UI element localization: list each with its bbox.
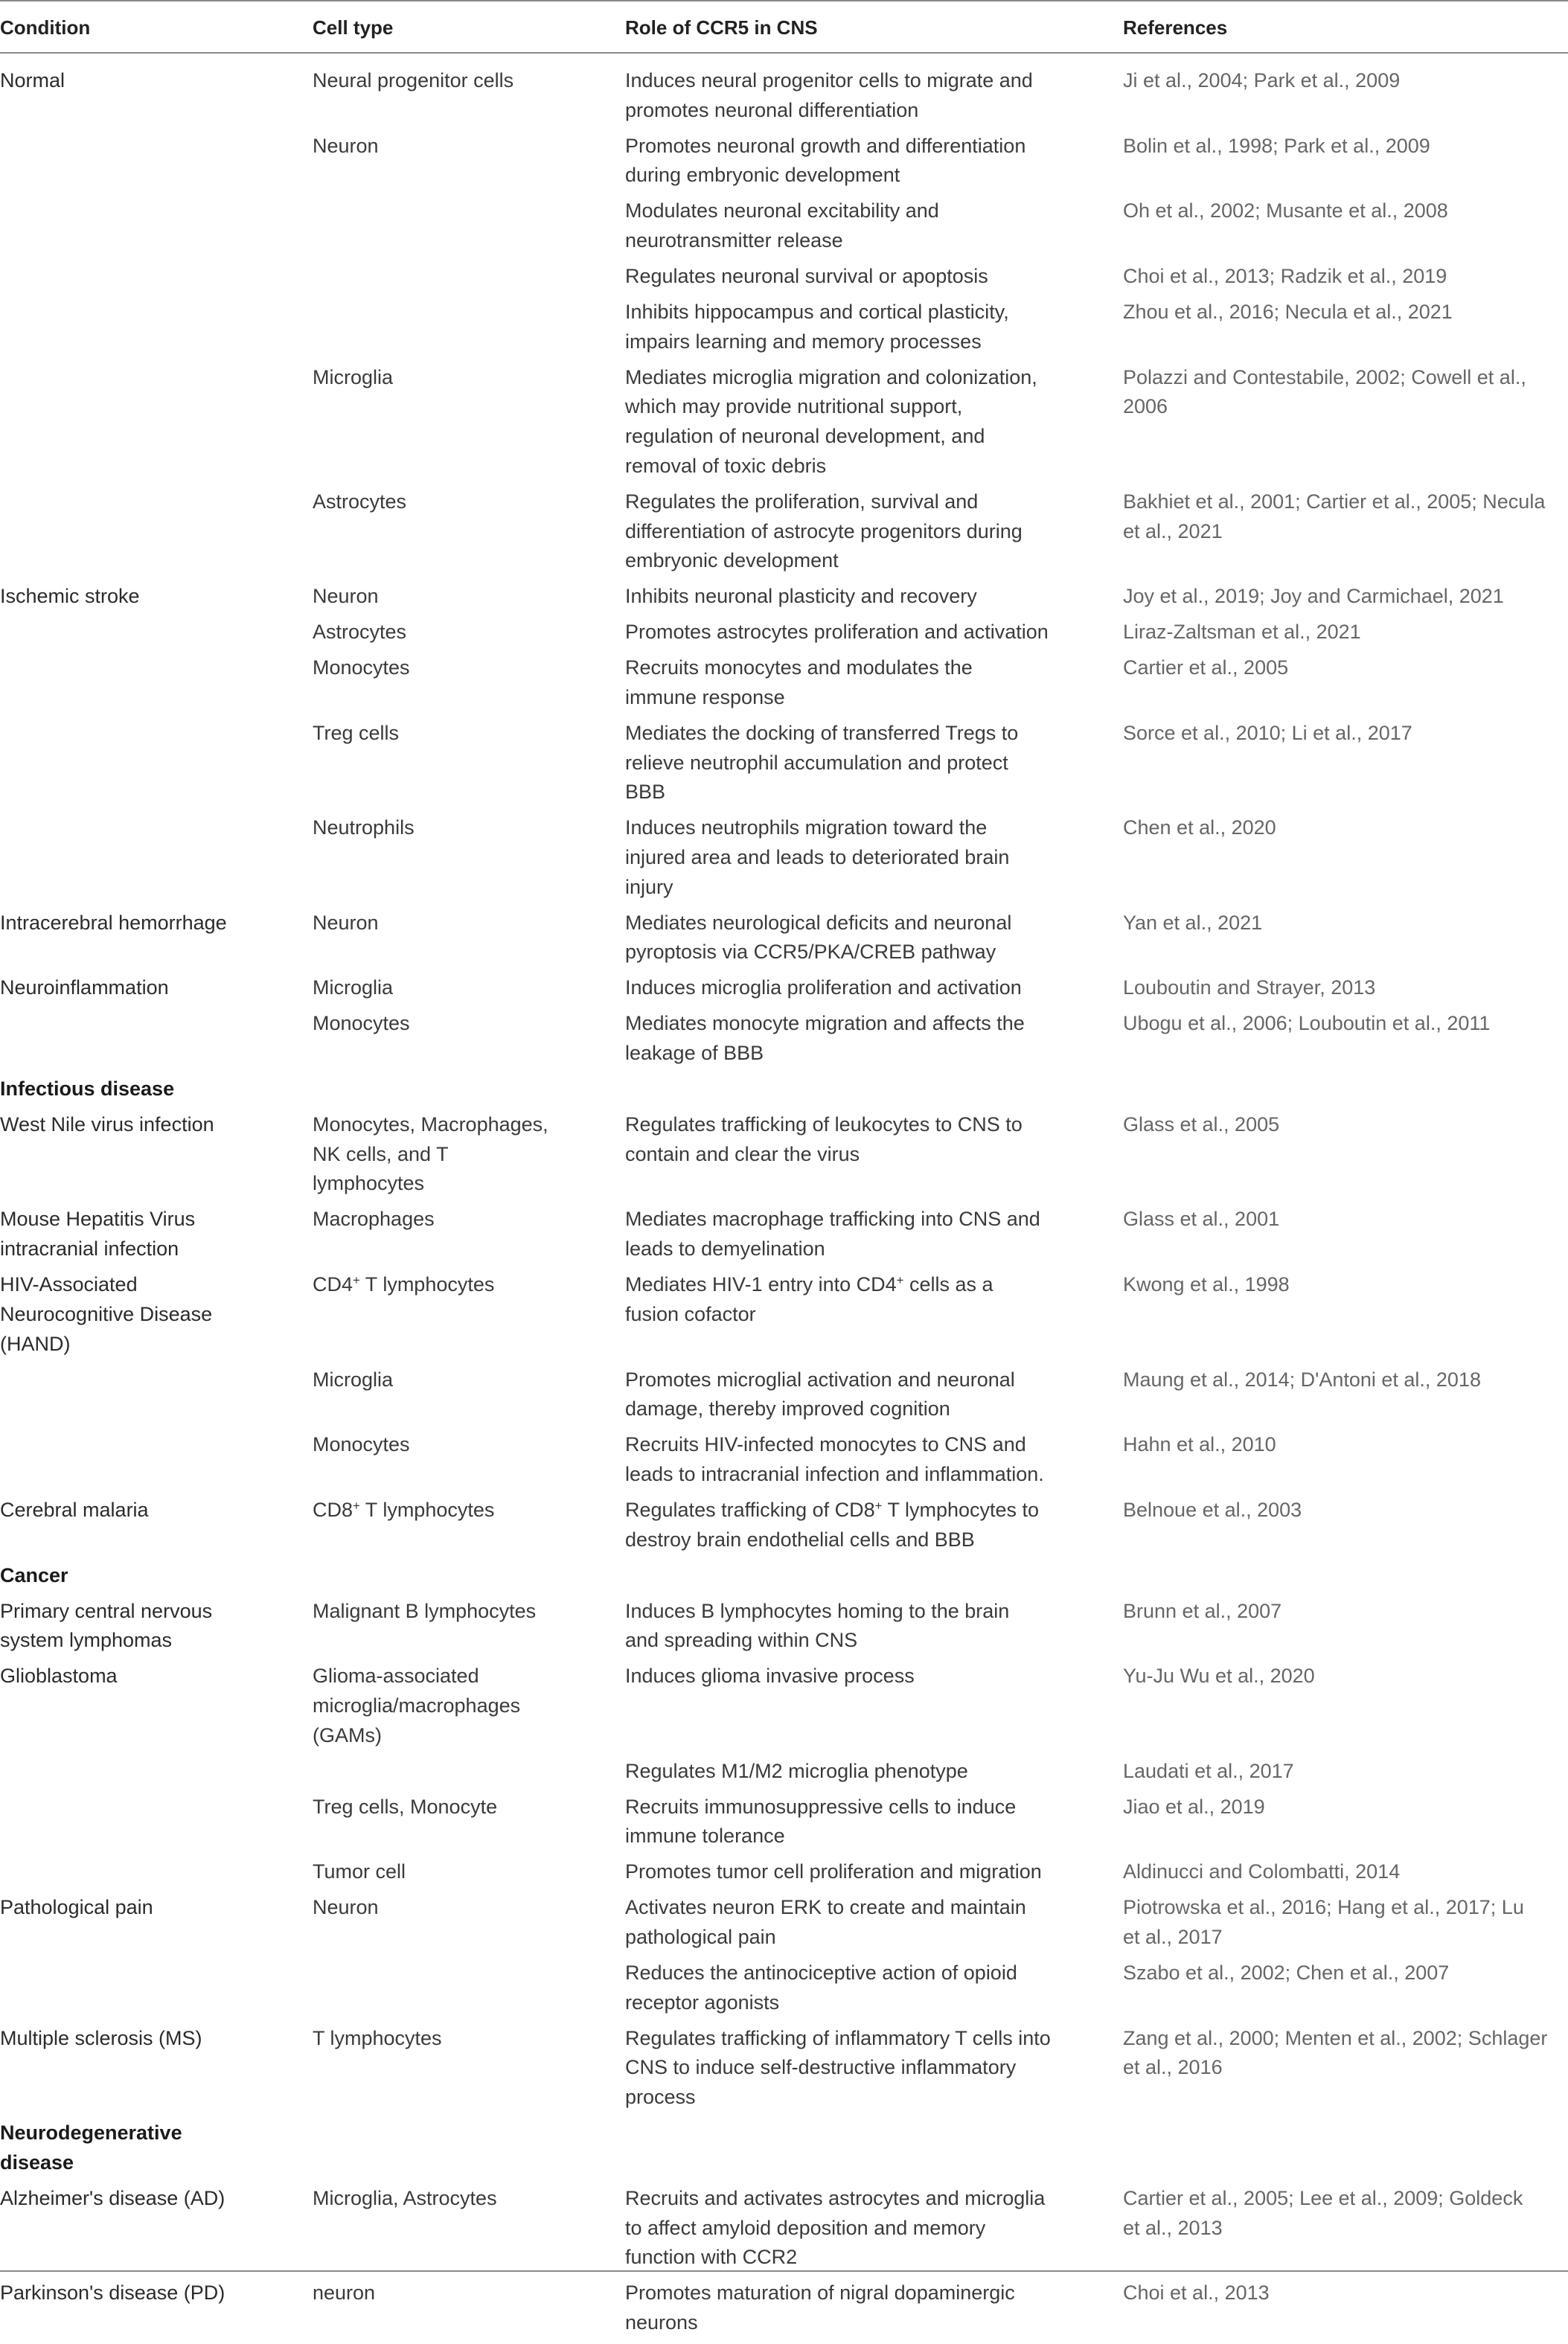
cell-line: Ji et al., 2004; Park et al., 2009 xyxy=(1123,69,1401,92)
cell-line: CD4+ T lymphocytes xyxy=(313,1272,495,1296)
cell-line: Aldinucci and Colombatti, 2014 xyxy=(1123,1860,1401,1883)
cell-role xyxy=(625,132,1025,190)
cell-line: pathological pain xyxy=(625,1926,776,1949)
cell-line: Primary central nervous xyxy=(0,1599,213,1622)
table-row xyxy=(0,618,1568,653)
cell-references xyxy=(1123,487,1545,546)
cell-role xyxy=(625,1857,1042,1887)
cell-line: Parkinson's disease (PD) xyxy=(0,2281,225,2305)
cell-line: Microglia xyxy=(313,1368,394,1391)
cell-role xyxy=(625,1793,1016,1851)
cell-cell-type xyxy=(313,66,513,96)
cell-line: et al., 2016 xyxy=(1123,2056,1223,2079)
cell-role xyxy=(625,618,1049,647)
cell-condition xyxy=(0,2279,225,2308)
table-row xyxy=(0,487,1568,582)
table-row xyxy=(0,1757,1568,1793)
cell-role xyxy=(625,1757,968,1787)
cell-cell-type xyxy=(313,1597,536,1627)
cell-cell-type xyxy=(313,1430,410,1460)
cell-references xyxy=(1123,653,1288,683)
cell-references xyxy=(1123,1365,1481,1395)
cell-line: Polazzi and Contestabile, 2002; Cowell et al., xyxy=(1123,365,1526,388)
section-heading xyxy=(0,1075,174,1104)
cell-references xyxy=(1123,196,1448,226)
cell-line: Monocytes xyxy=(313,1433,410,1456)
cell-role xyxy=(625,487,1023,576)
cell-line: Mediates macrophage trafficking into CNS and xyxy=(625,1208,1040,1231)
cell-line: Recruits immunosuppressive cells to induce xyxy=(625,1795,1017,1818)
cell-line: Bolin et al., 1998; Park et al., 2009 xyxy=(1123,134,1430,157)
cell-line: leads to demyelination xyxy=(625,1237,825,1261)
cell-condition xyxy=(0,582,140,612)
table-row xyxy=(0,262,1568,298)
cell-line: Modulates neuronal excitability and xyxy=(625,199,939,222)
cell-line: Regulates trafficking of CD8+ T lymphocytes to xyxy=(625,1498,1040,1521)
cell-line: Monocytes xyxy=(313,656,410,679)
cell-line: Neuron xyxy=(313,1896,379,1919)
cell-line: Cancer xyxy=(0,1563,68,1586)
section-heading xyxy=(0,2119,182,2177)
table-row xyxy=(0,1430,1568,1496)
cell-line: promotes neuronal differentiation xyxy=(625,98,919,121)
cell-line: Regulates the proliferation, survival and xyxy=(625,490,979,513)
cell-condition xyxy=(0,909,227,938)
cell-line: Microglia xyxy=(313,976,394,999)
cell-references xyxy=(1123,618,1361,647)
cell-references xyxy=(1123,1270,1290,1300)
cell-line: Zhou et al., 2016; Necula et al., 2021 xyxy=(1123,301,1453,324)
cell-line: Neural progenitor cells xyxy=(313,69,514,92)
table-row xyxy=(0,973,1568,1009)
cell-line: Recruits HIV-infected monocytes to CNS and xyxy=(625,1433,1026,1456)
cell-cell-type xyxy=(313,1270,494,1300)
section-row xyxy=(0,1075,1568,1110)
table-row xyxy=(0,1110,1568,1205)
cell-line: receptor agonists xyxy=(625,1991,780,2014)
cell-references xyxy=(1123,1959,1449,1988)
cell-line: Microglia, Astrocytes xyxy=(313,2186,497,2209)
cell-line: Cerebral malaria xyxy=(0,1498,149,1521)
cell-condition xyxy=(0,1597,212,1656)
cell-line: Glioblastoma xyxy=(0,1665,118,1688)
cell-line: NK cells, and T xyxy=(313,1142,449,1165)
column-header-references: References xyxy=(1123,16,1228,39)
cell-condition xyxy=(0,1205,195,1264)
cell-line: Monocytes, Macrophages, xyxy=(313,1113,548,1136)
cell-role xyxy=(625,719,1018,807)
cell-references xyxy=(1123,298,1453,327)
cell-references xyxy=(1123,363,1526,422)
cell-line: Yan et al., 2021 xyxy=(1123,911,1263,934)
cell-line: Hahn et al., 2010 xyxy=(1123,1433,1276,1456)
cell-references xyxy=(1123,2024,1547,2083)
table-row xyxy=(0,1597,1568,1662)
cell-condition xyxy=(0,1110,214,1140)
table-row xyxy=(0,1009,1568,1075)
cell-line: Promotes tumor cell proliferation and migration xyxy=(625,1860,1042,1883)
cell-line: disease xyxy=(0,2151,74,2174)
cell-line: Cartier et al., 2005 xyxy=(1123,656,1289,679)
cell-line: (HAND) xyxy=(0,1332,71,1355)
cell-condition xyxy=(0,1662,118,1691)
cell-line: Choi et al., 2013; Radzik et al., 2019 xyxy=(1123,265,1447,288)
table-row xyxy=(0,1496,1568,1561)
cell-line: Macrophages xyxy=(313,1208,435,1231)
cell-role xyxy=(625,1496,1039,1554)
cell-line: Treg cells xyxy=(313,721,400,744)
cell-line: Joy et al., 2019; Joy and Carmichael, 2021 xyxy=(1123,585,1504,608)
cell-cell-type xyxy=(313,1110,548,1199)
cell-role xyxy=(625,1365,1015,1424)
cell-line: lymphocytes xyxy=(313,1172,425,1195)
cell-line: Regulates neuronal survival or apoptosis xyxy=(625,265,988,288)
cell-line: T lymphocytes xyxy=(313,2026,442,2049)
cell-line: Activates neuron ERK to create and maintain xyxy=(625,1896,1026,1919)
cell-line: Jiao et al., 2019 xyxy=(1123,1795,1265,1818)
cell-line: neuron xyxy=(313,2281,376,2305)
cell-line: Mediates microglia migration and colonization, xyxy=(625,365,1037,388)
cell-line: Glass et al., 2005 xyxy=(1123,1113,1280,1136)
cell-line: and spreading within CNS xyxy=(625,1629,858,1652)
cell-references xyxy=(1123,66,1400,96)
cell-line: Cartier et al., 2005; Lee et al., 2009; Goldeck xyxy=(1123,2186,1523,2209)
cell-condition xyxy=(0,2024,202,2054)
table-row xyxy=(0,2279,1568,2344)
cell-line: Promotes neuronal growth and differentiation xyxy=(625,134,1026,157)
cell-line: Szabo et al., 2002; Chen et al., 2007 xyxy=(1123,1962,1450,1985)
cell-line: Louboutin and Strayer, 2013 xyxy=(1123,976,1376,999)
cell-cell-type xyxy=(313,1009,410,1039)
cell-line: impairs learning and memory processes xyxy=(625,330,982,353)
cell-role xyxy=(625,66,1033,125)
cell-cell-type xyxy=(313,582,379,612)
cell-line: Mediates HIV-1 entry into CD4+ cells as a xyxy=(625,1272,993,1296)
cell-line: et al., 2017 xyxy=(1123,1926,1223,1949)
cell-line: HIV-Associated xyxy=(0,1273,138,1296)
cell-line: Chen et al., 2020 xyxy=(1123,816,1276,839)
cell-line: immune response xyxy=(625,685,785,708)
cell-line: intracranial infection xyxy=(0,1237,179,1261)
cell-line: Monocytes xyxy=(313,1012,410,1035)
cell-line: West Nile virus infection xyxy=(0,1113,214,1136)
cell-cell-type xyxy=(313,1793,497,1822)
table-row xyxy=(0,66,1568,132)
cell-line: Multiple sclerosis (MS) xyxy=(0,2026,202,2049)
cell-cell-type xyxy=(313,1496,494,1525)
cell-line: et al., 2013 xyxy=(1123,2216,1223,2239)
cell-cell-type xyxy=(313,719,399,749)
cell-line: (GAMs) xyxy=(313,1723,382,1746)
cell-line: Normal xyxy=(0,69,65,92)
cell-line: Kwong et al., 1998 xyxy=(1123,1273,1290,1296)
table-row xyxy=(0,582,1568,618)
cell-line: Astrocytes xyxy=(313,490,407,513)
cell-cell-type xyxy=(313,653,410,683)
cell-references xyxy=(1123,2184,1523,2243)
column-header-condition: Condition xyxy=(0,16,91,39)
cell-references xyxy=(1123,262,1447,292)
table-row xyxy=(0,363,1568,487)
cell-role xyxy=(625,1270,993,1329)
cell-line: Neurodegenerative xyxy=(0,2122,182,2145)
cell-line: Neuroinflammation xyxy=(0,976,169,999)
cell-references xyxy=(1123,813,1276,843)
cell-line: Reduces the antinociceptive action of opioid xyxy=(625,1962,1017,1985)
cell-line: Brunn et al., 2007 xyxy=(1123,1599,1282,1622)
cell-line: Mediates the docking of transferred Tregs to xyxy=(625,721,1019,744)
cell-line: which may provide nutritional support, xyxy=(625,395,963,418)
cell-references xyxy=(1123,1893,1524,1952)
cell-line: Neurocognitive Disease xyxy=(0,1302,213,1325)
cell-line: Alzheimer's disease (AD) xyxy=(0,2186,225,2209)
cell-line: Intracerebral hemorrhage xyxy=(0,911,227,934)
cell-line: removal of toxic debris xyxy=(625,454,827,477)
cell-line: Neuron xyxy=(313,134,379,157)
cell-line: system lymphomas xyxy=(0,1629,173,1652)
cell-line: CD8+ T lymphocytes xyxy=(313,1498,495,1521)
cell-cell-type xyxy=(313,618,406,647)
cell-references xyxy=(1123,2279,1270,2308)
cell-line: Glass et al., 2001 xyxy=(1123,1208,1280,1231)
cell-line: destroy brain endothelial cells and BBB xyxy=(625,1528,975,1551)
cell-line: Regulates M1/M2 microglia phenotype xyxy=(625,1759,968,1782)
cell-line: Malignant B lymphocytes xyxy=(313,1599,537,1622)
cell-line: Neutrophils xyxy=(313,816,415,839)
cell-line: Promotes microglial activation and neuronal xyxy=(625,1368,1015,1391)
cell-line: Induces neutrophils migration toward the xyxy=(625,816,988,839)
cell-line: regulation of neuronal development, and xyxy=(625,425,985,448)
table-row xyxy=(0,196,1568,262)
cell-references xyxy=(1123,1430,1276,1460)
table-body xyxy=(0,66,1568,2344)
cell-role xyxy=(625,813,1009,902)
cell-line: Liraz-Zaltsman et al., 2021 xyxy=(1123,621,1361,644)
cell-line: embryonic development xyxy=(625,549,839,572)
table-row xyxy=(0,1793,1568,1858)
cell-cell-type xyxy=(313,132,379,161)
cell-line: neurotransmitter release xyxy=(625,229,843,252)
table-top-rule xyxy=(0,0,1568,1)
table-row xyxy=(0,1270,1568,1365)
cell-line: process xyxy=(625,2086,696,2109)
cell-line: relieve neutrophil accumulation and protect xyxy=(625,751,1008,774)
cell-role xyxy=(625,973,1022,1003)
cell-line: during embryonic development xyxy=(625,164,900,187)
cell-line: Laudati et al., 2017 xyxy=(1123,1759,1294,1782)
table-row xyxy=(0,1959,1568,2024)
cell-line: Mediates monocyte migration and affects the xyxy=(625,1012,1025,1035)
cell-line: differentiation of astrocyte progenitors during xyxy=(625,519,1023,542)
cell-cell-type xyxy=(313,1893,379,1923)
table-row xyxy=(0,2024,1568,2119)
cell-role xyxy=(625,2024,1051,2113)
cell-line: Pathological pain xyxy=(0,1896,153,1919)
cell-line: Glioma-associated xyxy=(313,1665,479,1688)
cell-role xyxy=(625,196,939,255)
cell-role xyxy=(625,1205,1040,1264)
cell-line: pyroptosis via CCR5/PKA/CREB pathway xyxy=(625,941,996,964)
cell-role xyxy=(625,1597,1009,1656)
cell-role xyxy=(625,363,1037,481)
cell-line: Microglia xyxy=(313,365,394,388)
cell-role xyxy=(625,2184,1045,2273)
cell-line: Inhibits hippocampus and cortical plasticity, xyxy=(625,301,1009,324)
cell-line: leakage of BBB xyxy=(625,1042,764,1065)
cell-line: Belnoue et al., 2003 xyxy=(1123,1498,1302,1521)
cell-role xyxy=(625,1009,1025,1068)
table-row xyxy=(0,132,1568,197)
cell-line: 2006 xyxy=(1123,395,1168,418)
cell-line: damage, thereby improved cognition xyxy=(625,1397,950,1421)
cell-role xyxy=(625,1662,915,1691)
table-row xyxy=(0,909,1568,974)
cell-role xyxy=(625,909,1011,967)
table-row xyxy=(0,813,1568,908)
cell-line: CNS to induce self-destructive inflammatory xyxy=(625,2056,1017,2079)
cell-cell-type xyxy=(313,1205,435,1235)
cell-references xyxy=(1123,1009,1490,1039)
cell-references xyxy=(1123,973,1375,1003)
cell-line: Inhibits neuronal plasticity and recovery xyxy=(625,585,977,608)
cell-references xyxy=(1123,1757,1294,1787)
cell-references xyxy=(1123,1205,1279,1235)
cell-line: microglia/macrophages xyxy=(313,1694,521,1717)
table-bottom-rule xyxy=(0,2270,1568,2272)
cell-line: Regulates trafficking of leukocytes to CNS to xyxy=(625,1113,1023,1136)
cell-condition xyxy=(0,66,65,96)
cell-line: Treg cells, Monocyte xyxy=(313,1795,498,1818)
cell-condition xyxy=(0,1496,149,1525)
cell-line: Regulates trafficking of inflammatory T cells into xyxy=(625,2026,1051,2049)
cell-line: Choi et al., 2013 xyxy=(1123,2281,1270,2305)
table-row xyxy=(0,1662,1568,1756)
cell-line: Mediates neurological deficits and neuronal xyxy=(625,911,1012,934)
column-header-role: Role of CCR5 in CNS xyxy=(625,16,818,39)
cell-line: et al., 2021 xyxy=(1123,519,1223,542)
cell-line: Piotrowska et al., 2016; Hang et al., 2017; Lu xyxy=(1123,1896,1524,1919)
cell-role xyxy=(625,2279,1015,2337)
cell-line: Recruits monocytes and modulates the xyxy=(625,656,973,679)
cell-cell-type xyxy=(313,1365,393,1395)
cell-line: Recruits and activates astrocytes and microglia xyxy=(625,2186,1046,2209)
table-row xyxy=(0,1857,1568,1893)
cell-line: Induces microglia proliferation and activation xyxy=(625,976,1022,999)
cell-references xyxy=(1123,1597,1281,1627)
cell-line: Promotes astrocytes proliferation and activation xyxy=(625,621,1049,644)
cell-line: Promotes maturation of nigral dopaminergic xyxy=(625,2281,1015,2305)
cell-line: fusion cofactor xyxy=(625,1302,756,1325)
section-heading xyxy=(0,1561,68,1591)
cell-cell-type xyxy=(313,909,379,938)
cell-line: Sorce et al., 2010; Li et al., 2017 xyxy=(1123,721,1412,744)
cell-line: neurons xyxy=(625,2311,698,2334)
cell-line: Maung et al., 2014; D'Antoni et al., 2018 xyxy=(1123,1368,1481,1391)
table-row xyxy=(0,2184,1568,2279)
cell-references xyxy=(1123,1662,1315,1691)
cell-line: to affect amyloid deposition and memory xyxy=(625,2216,986,2239)
cell-cell-type xyxy=(313,1662,520,1750)
cell-condition xyxy=(0,1893,153,1923)
cell-line: Induces B lymphocytes homing to the brain xyxy=(625,1599,1010,1622)
table-header-rule xyxy=(0,52,1568,54)
cell-cell-type xyxy=(313,973,393,1003)
cell-condition xyxy=(0,1270,212,1359)
cell-line: Induces glioma invasive process xyxy=(625,1665,915,1688)
cell-role xyxy=(625,1893,1026,1952)
table-row xyxy=(0,298,1568,363)
cell-role xyxy=(625,1959,1017,2017)
cell-line: function with CCR2 xyxy=(625,2246,798,2269)
cell-line: Infectious disease xyxy=(0,1077,175,1101)
cell-line: Bakhiet et al., 2001; Cartier et al., 2005; Necula xyxy=(1123,490,1546,513)
cell-line: injury xyxy=(625,875,673,898)
cell-cell-type xyxy=(313,2024,442,2054)
cell-cell-type xyxy=(313,363,393,393)
table-row xyxy=(0,1205,1568,1270)
cell-references xyxy=(1123,719,1412,749)
cell-cell-type xyxy=(313,2184,497,2214)
cell-cell-type xyxy=(313,813,415,843)
cell-line: Mouse Hepatitis Virus xyxy=(0,1208,196,1231)
cell-line: Ubogu et al., 2006; Louboutin et al., 2011 xyxy=(1123,1012,1491,1035)
table-row xyxy=(0,1893,1568,1959)
cell-line: Oh et al., 2002; Musante et al., 2008 xyxy=(1123,199,1448,222)
column-header-cell-type: Cell type xyxy=(313,16,394,39)
cell-line: Neuron xyxy=(313,585,379,608)
table-row xyxy=(0,719,1568,813)
cell-line: Ischemic stroke xyxy=(0,585,140,608)
cell-line: Zang et al., 2000; Menten et al., 2002; Schlager xyxy=(1123,2026,1548,2049)
cell-references xyxy=(1123,909,1262,938)
section-row xyxy=(0,2119,1568,2184)
table-row xyxy=(0,653,1568,719)
cell-line: Astrocytes xyxy=(313,621,407,644)
cell-line: Yu-Ju Wu et al., 2020 xyxy=(1123,1665,1315,1688)
cell-line: immune tolerance xyxy=(625,1825,785,1848)
table-row xyxy=(0,1365,1568,1431)
cell-cell-type xyxy=(313,487,406,517)
cell-references xyxy=(1123,1793,1265,1822)
cell-cell-type xyxy=(313,1857,406,1887)
cell-role xyxy=(625,582,977,612)
cell-references xyxy=(1123,132,1430,161)
cell-line: leads to intracranial infection and inflammation. xyxy=(625,1462,1044,1485)
cell-role xyxy=(625,1430,1044,1489)
cell-line: Induces neural progenitor cells to migrate and xyxy=(625,69,1033,92)
cell-line: injured area and leads to deteriorated brain xyxy=(625,846,1010,869)
cell-condition xyxy=(0,973,169,1003)
cell-cell-type xyxy=(313,2279,375,2308)
cell-references xyxy=(1123,1110,1279,1140)
cell-line: contain and clear the virus xyxy=(625,1142,860,1165)
cell-references xyxy=(1123,582,1504,612)
cell-line: Tumor cell xyxy=(313,1860,406,1883)
cell-role xyxy=(625,1110,1023,1169)
cell-line: BBB xyxy=(625,781,666,804)
cell-references xyxy=(1123,1496,1302,1525)
cell-role xyxy=(625,298,1009,356)
cell-role xyxy=(625,653,973,712)
cell-condition xyxy=(0,2184,225,2214)
cell-references xyxy=(1123,1857,1400,1887)
section-row xyxy=(0,1561,1568,1597)
cell-role xyxy=(625,262,988,292)
cell-line: Neuron xyxy=(313,911,379,934)
